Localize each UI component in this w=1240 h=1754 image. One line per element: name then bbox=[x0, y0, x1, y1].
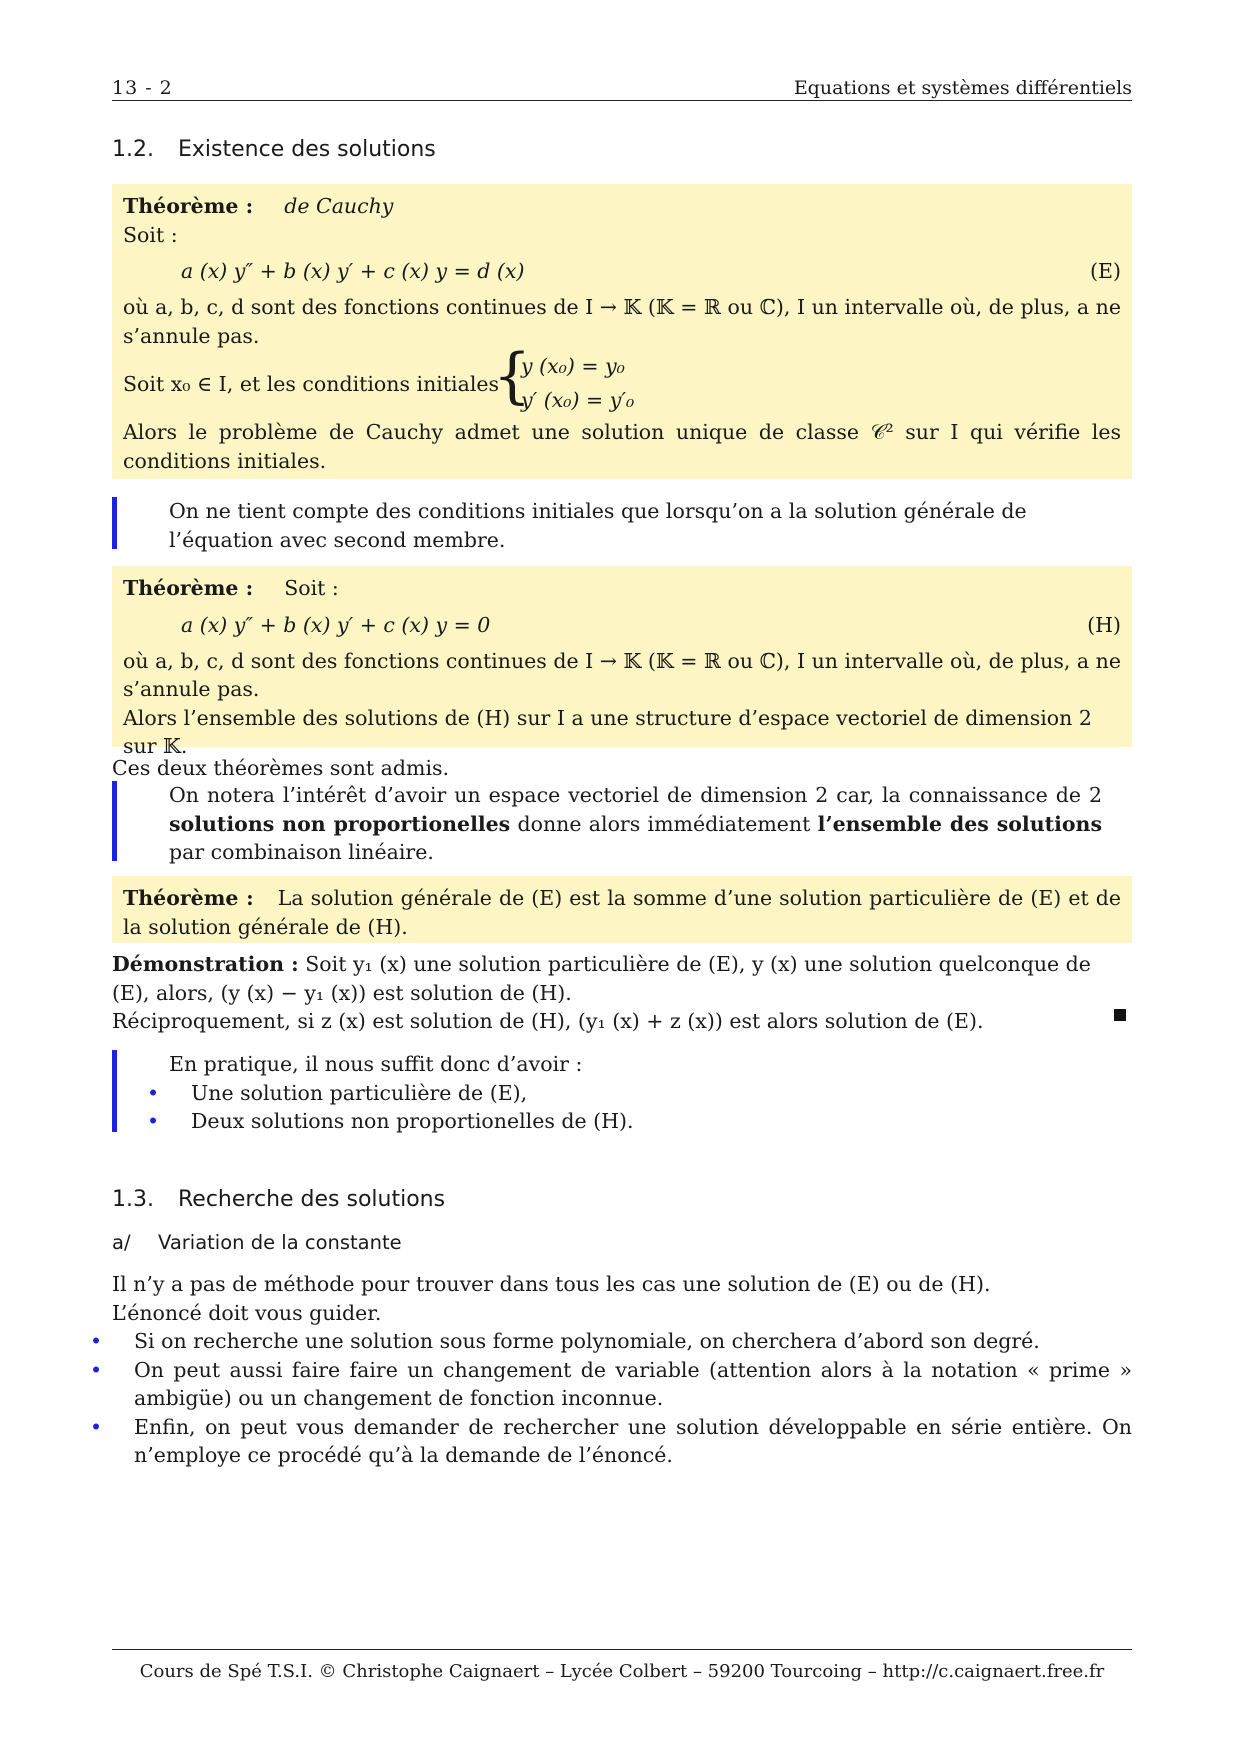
theorem-soit: Soit : bbox=[123, 222, 178, 247]
paragraph: L’énoncé doit vous guider. bbox=[112, 1300, 382, 1325]
list-item-text: Une solution particulière de (E), bbox=[191, 1080, 528, 1105]
bullet-icon: • bbox=[147, 1080, 160, 1105]
note-text: On ne tient compte des conditions initiales que lorsqu’on a la solution générale de l’équation avec second membre. bbox=[169, 499, 1027, 552]
equation-tag: (E) bbox=[1090, 259, 1121, 283]
bullet-icon: • bbox=[90, 1329, 103, 1353]
demo-text: Soit y₁ (x) une solution particulière de (E), y (x) une solution quelconque de (E), alors, (y (x) − y₁ (x)) est solution de (H). bbox=[112, 952, 1091, 1005]
note-part: par combinaison linéaire. bbox=[169, 840, 434, 864]
list-item-text: On peut aussi faire faire un changement de variable (attention alors à la notation « prime » ambigüe) ou un changement de fonction inconnue. bbox=[134, 1357, 1132, 1410]
conditions-label: Soit x₀ ∈ I, et les conditions initiales bbox=[123, 372, 500, 396]
demo-line-1 bbox=[112, 950, 1132, 1007]
theorem-hypothesis: où a, b, c, d sont des fonctions continues de I → 𝕂 (𝕂 = ℝ ou ℂ), I un intervalle où, de plus, a ne s’annule pas. bbox=[123, 295, 1121, 348]
note-in-practice bbox=[112, 1050, 1132, 1132]
demo-line-2: Réciproquement, si z (x) est solution de (H), (y₁ (x) + z (x)) est alors solution de (E). bbox=[112, 1009, 984, 1033]
qed-square-icon bbox=[1114, 1009, 1126, 1021]
section-title: Recherche des solutions bbox=[178, 1187, 446, 1212]
section-title: Existence des solutions bbox=[178, 137, 436, 162]
condition-1: y (x₀) = y₀ bbox=[521, 354, 625, 378]
section-heading-1-3 bbox=[112, 1186, 445, 1215]
note-text bbox=[169, 781, 1102, 867]
section-number: 1.2. bbox=[112, 137, 154, 162]
left-brace-icon: { bbox=[493, 341, 532, 411]
theorem-name: de Cauchy bbox=[284, 194, 394, 218]
equation-formula: a (x) y″ + b (x) y′ + c (x) y = d (x) bbox=[181, 259, 525, 283]
equation-h bbox=[123, 603, 1121, 647]
body-text bbox=[90, 1270, 1132, 1470]
page-number: 13 - 2 bbox=[112, 77, 173, 99]
note-part: donne alors immédiatement bbox=[510, 811, 818, 836]
demonstration bbox=[112, 950, 1132, 1036]
page-header bbox=[112, 72, 1132, 101]
admitted-text: Ces deux théorèmes sont admis. bbox=[112, 756, 450, 780]
note-part: On notera l’intérêt d’avoir un espace vectoriel de dimension 2 car, la connaissance de 2 bbox=[169, 783, 1102, 807]
theorem-cauchy-box bbox=[112, 184, 1132, 479]
list-item bbox=[90, 1327, 1132, 1356]
list-item-text: Deux solutions non proportionelles de (H). bbox=[191, 1109, 634, 1133]
theorem-label: Théorème : bbox=[123, 576, 254, 600]
subsection-title: Variation de la constante bbox=[158, 1231, 402, 1254]
note-conditions bbox=[112, 497, 1132, 552]
note-bold: l’ensemble des solutions bbox=[817, 811, 1102, 836]
condition-2: y′ (x₀) = y′₀ bbox=[521, 388, 635, 412]
theorem-general-solution-box bbox=[112, 876, 1132, 943]
note-intro: En pratique, il nous suffit donc d’avoir : bbox=[169, 1052, 583, 1076]
subsection-number: a/ bbox=[112, 1231, 131, 1254]
list-item bbox=[90, 1356, 1132, 1413]
theorem-conclusion: Alors l’ensemble des solutions de (H) sur I a une structure d’espace vectoriel de dimension 2 sur 𝕂. bbox=[123, 705, 1092, 758]
equation-e bbox=[123, 249, 1121, 293]
paragraph: Il n’y a pas de méthode pour trouver dans tous les cas une solution de (E) ou de (H). bbox=[112, 1272, 991, 1296]
theorem-structure-box bbox=[112, 566, 1132, 758]
theorem-label: Théorème : bbox=[123, 194, 254, 218]
equation-tag: (H) bbox=[1087, 612, 1121, 637]
note-bold: solutions non proportionelles bbox=[169, 811, 511, 836]
section-heading-1-2 bbox=[112, 136, 436, 165]
page-footer: Cours de Spé T.S.I. © Christophe Caignaert – Lycée Colbert – 59200 Tourcoing – http://c.caignaert.free.fr bbox=[112, 1649, 1132, 1687]
list-item-text: Si on recherche une solution sous forme polynomiale, on cherchera d’abord son degré. bbox=[134, 1329, 1040, 1353]
bullet-icon: • bbox=[90, 1357, 103, 1382]
list-item bbox=[147, 1079, 1102, 1108]
theorem-soit: Soit : bbox=[284, 576, 339, 600]
theorem-conclusion: Alors le problème de Cauchy admet une solution unique de classe 𝒞² sur I qui vérifie les conditions initiales. bbox=[123, 420, 1121, 473]
list-item-text: Enfin, on peut vous demander de rechercher une solution développable en série entière. On n’employe ce procédé qu’à la demande de l’énoncé. bbox=[134, 1414, 1132, 1467]
bullet-icon: • bbox=[147, 1109, 160, 1133]
demo-label: Démonstration : bbox=[112, 952, 299, 976]
subsection-heading-a bbox=[112, 1229, 402, 1258]
theorem-text-block bbox=[123, 884, 1121, 941]
equation-formula: a (x) y″ + b (x) y′ + c (x) y = 0 bbox=[181, 612, 491, 637]
list-item bbox=[90, 1413, 1132, 1470]
chapter-title: Equations et systèmes différentiels bbox=[793, 77, 1132, 99]
initial-conditions bbox=[123, 341, 1121, 418]
theorem-text: La solution générale de (E) est la somme d’une solution particulière de (E) et de la solution générale de (H). bbox=[123, 886, 1121, 939]
note-vector-space bbox=[112, 781, 1132, 864]
bullet-icon: • bbox=[90, 1414, 103, 1439]
theorem-hypothesis: où a, b, c, d sont des fonctions continues de I → 𝕂 (𝕂 = ℝ ou ℂ), I un intervalle où, de plus, a ne s’annule pas. bbox=[123, 648, 1121, 701]
section-number: 1.3. bbox=[112, 1187, 154, 1212]
theorem-label: Théorème : bbox=[123, 886, 254, 910]
list-item bbox=[147, 1107, 1102, 1136]
